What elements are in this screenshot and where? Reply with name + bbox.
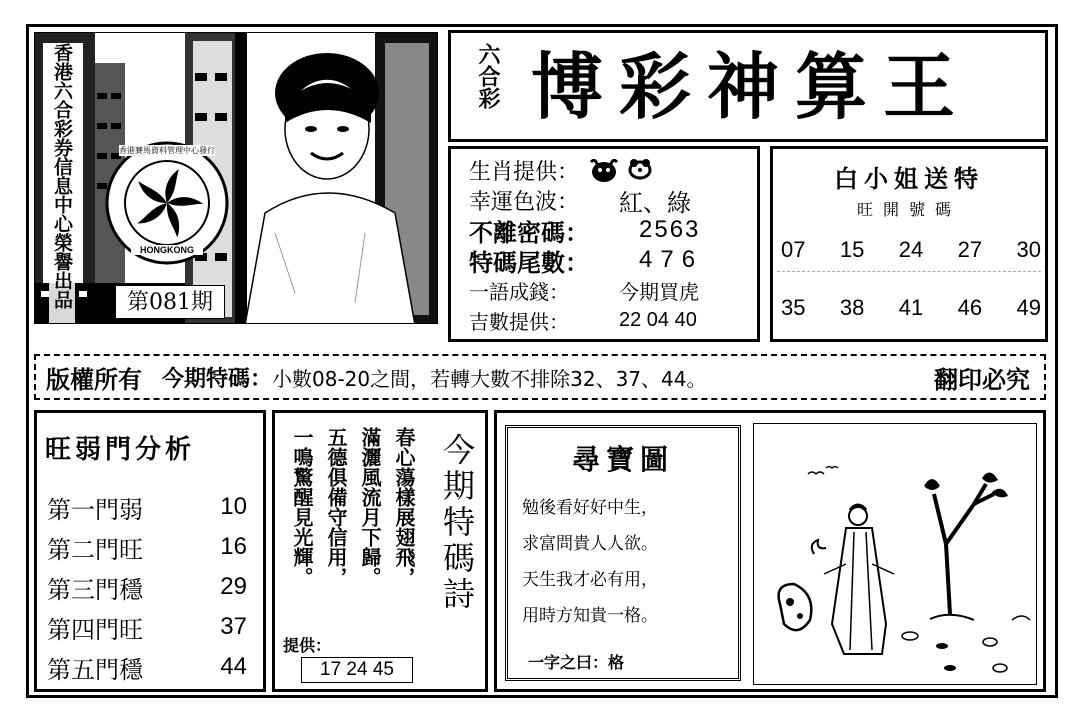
treasure-line: 勉後看好好中生， [522,498,658,518]
treasure-title: 尋寶圖 [571,443,674,476]
poem-provide-label: 提供： [283,636,332,655]
info-row-code [469,215,759,245]
info-lucky-label: 吉數提供： [469,309,569,334]
list-item: 第三門穩 29 [47,573,247,604]
photo-panel [34,32,438,324]
treasure-lines [522,490,732,634]
info-row-zodiac [469,155,759,185]
special-number: 07 [781,237,806,262]
rat-icon [625,156,655,184]
list-item: 第一門弱 10 [47,493,247,524]
info-code-value: 2563 [639,216,701,243]
info-row-color [469,185,759,215]
scholar-tree-icon [754,424,1036,684]
poem-side-title: 今期特碼詩 [438,433,476,613]
treasure-text-box [505,425,741,681]
special-title: 白小姐送特 [834,164,984,193]
emblem-ring-text: 香港賽馬資料管理中心發行 [119,146,215,155]
treasure-line: 天生我才必有用， [522,570,658,590]
special-panel [770,146,1048,342]
title-main: 博彩神算王 [531,44,972,129]
issue-number: 第081期 [115,285,225,319]
special-number: 38 [839,295,865,320]
list-item: 第二門旺 16 [47,533,247,564]
hongkong-emblem-icon [105,141,229,265]
scholar-illustration [753,423,1037,685]
info-code-label: 不離密碼： [469,218,589,247]
poem-panel [272,410,488,692]
special-number: 35 [781,295,806,320]
info-color-label: 幸運色波： [469,189,580,215]
poem-lines [287,427,419,637]
doors-list [47,487,247,687]
special-number: 24 [898,237,924,262]
doors-title: 旺弱門分析 [45,435,196,465]
special-number: 49 [1016,295,1041,320]
title-small: 六合彩 [475,43,501,109]
poem-line: 一鳴驚醒見光輝。 [290,427,314,587]
special-number: 46 [957,295,983,320]
treasure-line: 求富問貴人人欲。 [522,534,658,554]
ox-icon [587,156,621,184]
special-divider [777,271,1041,272]
special-subtitle: 旺開號碼 [856,200,961,219]
emblem-label: HONGKONG [131,245,203,255]
poem-line: 春心蕩樣展翅飛， [392,427,416,587]
special-number: 41 [898,295,924,320]
banner-left: 版權所有 [46,365,142,394]
info-zodiac-label: 生肖提供： [469,159,580,185]
banner-text: 小數08-20之間，若轉大數不排除32、37、44。 [272,366,707,391]
poem-line: 五德俱備守信用， [324,427,348,587]
list-item: 第四門旺 37 [47,613,247,644]
banner-right: 翻印必究 [934,365,1030,394]
photo-vertical-caption: 香港六合彩券信息中心榮譽出品 [49,43,75,323]
city-skyline [35,33,438,324]
special-number: 27 [957,237,983,262]
info-color-value: 紅、綠 [619,188,691,217]
special-grid-bottom [781,295,1041,321]
special-number: 30 [1016,237,1041,262]
info-row-lucky [469,305,759,335]
info-tail-label: 特碼尾數： [469,248,589,277]
poem-provide-value: 17 24 45 [301,657,413,683]
info-phrase-label: 一語成錢： [469,279,569,304]
info-lucky-value: 22 04 40 [619,308,697,331]
banner-label: 今期特碼： [162,366,273,392]
info-phrase-value: 今期買虎 [619,279,699,304]
banner [34,354,1046,400]
title-panel [448,30,1048,142]
treasure-line: 用時方知貴一格。 [522,606,658,626]
special-number: 15 [839,237,865,262]
info-row-phrase [469,275,759,305]
info-panel [448,146,760,342]
treasure-panel [494,410,1046,692]
info-row-tail [469,245,759,275]
list-item: 第五門穩 44 [47,653,247,684]
special-grid-top [781,237,1041,263]
info-tail-value: 476 [639,246,704,273]
treasure-footer: 一字之曰：格 [528,653,625,672]
poem-line: 滿灑風流月下歸。 [358,427,382,587]
doors-panel [34,410,266,692]
